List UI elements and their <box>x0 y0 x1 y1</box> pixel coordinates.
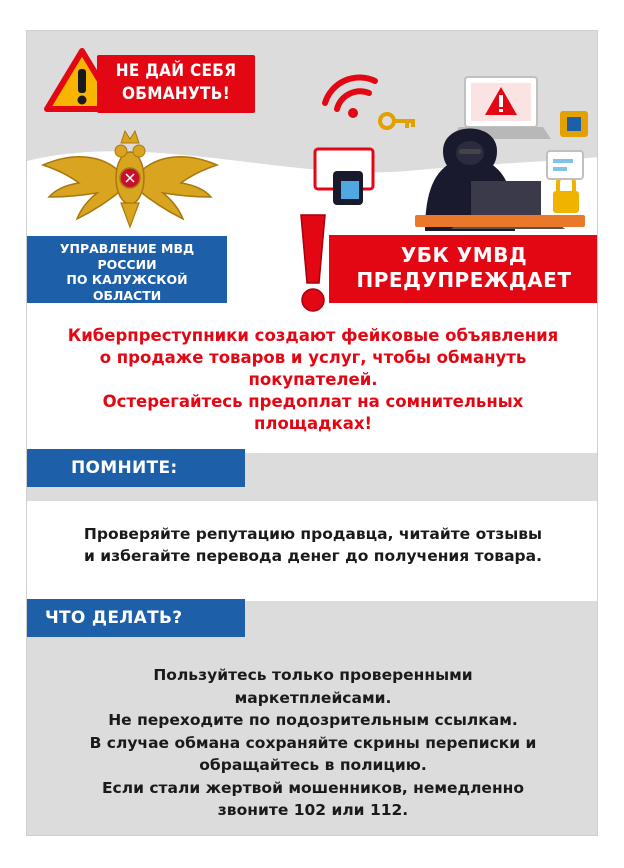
todo-line: звоните 102 или 112. <box>217 801 409 819</box>
fraud-warning-message <box>27 325 598 435</box>
warning-message-line: о продаже товаров и услуг, чтобы обмануть <box>99 348 527 367</box>
todo-line: обращайтесь в полицию. <box>199 756 427 774</box>
ubk-warning-label <box>329 235 598 303</box>
department-line2: РОССИИ <box>97 256 157 272</box>
todo-line: Пользуйтесь только проверенными <box>153 666 473 684</box>
police-emblem-icon <box>41 123 219 233</box>
remember-line: и избегайте перевода денег до получения товара. <box>84 547 542 565</box>
todo-line: Не переходите по подозрительным ссылкам. <box>108 711 518 729</box>
todo-line: маркетплейсами. <box>234 688 392 707</box>
wifi-icon <box>325 77 375 118</box>
padlock-icon <box>553 175 579 213</box>
warning-message-line: Остерегайтесь предоплат на сомнительных <box>102 392 524 411</box>
what-to-do-header: ЧТО ДЕЛАТЬ? <box>27 599 245 637</box>
warning-badge-text <box>97 55 255 113</box>
key-icon <box>380 114 415 128</box>
warning-badge-line1: НЕ ДАЙ СЕБЯ <box>115 61 237 81</box>
ubk-label-line1: УБК УМВД <box>400 243 528 267</box>
todo-line: В случае обмана сохраняйте скрины переписки и <box>89 733 537 752</box>
department-line1: УПРАВЛЕНИЕ МВД <box>59 241 195 256</box>
department-line3: ПО КАЛУЖСКОЙ <box>66 272 188 287</box>
what-to-do-text <box>27 664 598 822</box>
remember-header: ПОМНИТЕ: <box>27 449 245 487</box>
poster <box>26 30 598 836</box>
warning-message-line: Киберпреступники создают фейковые объявления <box>67 326 559 345</box>
hacker-illustration <box>275 51 595 231</box>
department-label <box>27 236 227 303</box>
department-line4: ОБЛАСТИ <box>92 287 162 303</box>
warning-message-line: площадках! <box>253 414 373 433</box>
warning-message-line: покупателей. <box>248 370 378 389</box>
remember-text <box>27 523 598 567</box>
ubk-label-line2: ПРЕДУПРЕЖДАЕТ <box>356 268 572 292</box>
warning-badge-line2: ОБМАНУТЬ! <box>121 84 231 104</box>
credit-card-icon <box>315 149 373 205</box>
todo-line: Если стали жертвой мошенников, немедленно <box>101 778 525 797</box>
remember-line: Проверяйте репутацию продавца, читайте отзывы <box>83 525 543 543</box>
exclamation-icon <box>293 211 333 315</box>
